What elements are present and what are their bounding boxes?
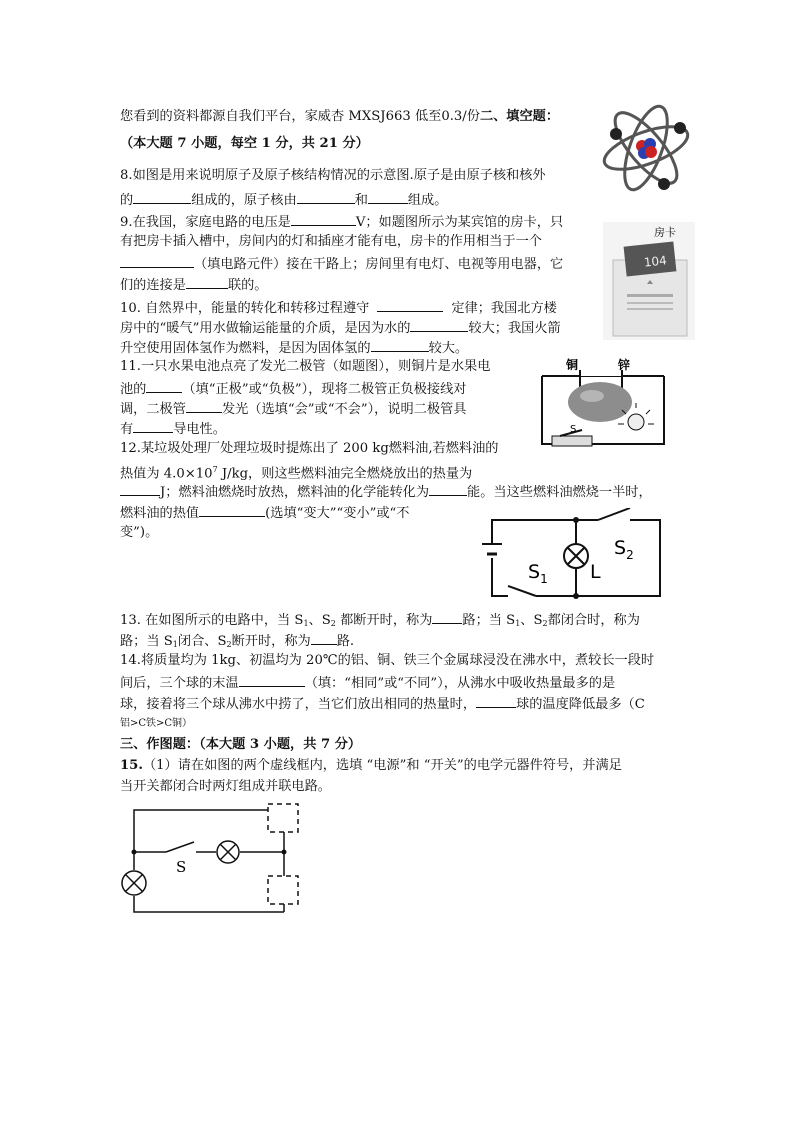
q13-line1: [120, 610, 640, 633]
q8-blank-1[interactable]: [133, 190, 191, 204]
q12-line4: [120, 503, 409, 523]
q9-line3: [120, 254, 563, 274]
q14-blank-1[interactable]: [239, 673, 305, 687]
zinc-label: 锌: [618, 358, 631, 372]
q13-text: 都闭合时，称为: [547, 613, 640, 628]
q8-text: 和: [354, 193, 368, 208]
q12-blank-2[interactable]: [429, 482, 467, 496]
section-note: （本大题 7 小题，每空 1 分，共 21 分）: [120, 136, 369, 151]
q10-line2: [120, 318, 561, 338]
q13-blank-1[interactable]: [432, 610, 462, 624]
q13-sub: 1: [172, 640, 178, 649]
fruit-battery-circuit: [538, 356, 670, 456]
q12-text: 热值为 4.0×10: [120, 466, 213, 482]
q15-line2: 当开关都闭合时两灯组成并联电路。: [120, 779, 331, 794]
q12-line2: [120, 461, 472, 483]
q12-text: 燃料油的热值: [120, 506, 200, 521]
section3-title: 三、作图题：（本大题 3 小题，共 7 分）: [120, 737, 362, 752]
room-card-photo: [603, 222, 695, 340]
s1-s2-lamp-circuit: [478, 508, 664, 604]
q13-sub: 1: [515, 619, 521, 628]
q13-text: 、S: [520, 613, 543, 628]
q9-line4: [120, 275, 268, 295]
q15-text: （1）请在如图的两个虚线框内，选填 “电源”和 “开关”的电学元器件符号，并满足: [142, 758, 622, 773]
q8-line1: 8.如图是用来说明原子及原子核结构情况的示意图.原子是由原子核和核外: [120, 168, 546, 183]
switch-circuit-figure: [478, 508, 664, 604]
q11-line3: [120, 399, 467, 419]
q11-blank-1[interactable]: [146, 379, 182, 393]
q9-text: （填电路元件）接在干路上；房间里有电灯、电视等用电器，它: [194, 257, 564, 272]
q10-text: 较大；我国火箭: [468, 321, 561, 336]
q9-text: V；如题图所示为某宾馆的房卡，只: [355, 215, 564, 230]
q14-line4: 铝>C铁>C铜）: [120, 718, 193, 729]
card-number: 104: [643, 253, 668, 270]
q12-text: J；燃料油燃烧时放热，燃料油的化学能转化为: [160, 485, 430, 500]
q12-line5: 变”)。: [120, 525, 159, 540]
q10-line3: [120, 338, 468, 358]
q11-line4: [120, 419, 226, 439]
q12-text: 能。当这些燃料油燃烧一半时，: [467, 485, 652, 500]
q13-text: 路.: [336, 634, 355, 649]
q9-text: 9.在我国，家庭电路的电压是: [120, 215, 291, 230]
atom-diagram: [598, 100, 694, 196]
q14-line2: [120, 673, 615, 693]
switch-s1-icon: [508, 586, 536, 596]
q13-text: 闭合、S: [177, 634, 227, 649]
s2-label: $S_2$: [614, 537, 634, 562]
switch-label: S: [570, 424, 577, 435]
q15-line1: [120, 757, 622, 775]
q9-blank-2[interactable]: [120, 254, 194, 268]
q11-text: 导电性。: [173, 422, 226, 437]
q10-blank-1[interactable]: [377, 298, 443, 312]
copper-label: 铜: [566, 358, 579, 372]
q12-text: J/kg，则这些燃料油完全燃烧放出的热量为: [217, 466, 473, 482]
q11-line1: 11.一只水果电池点亮了发光二极管（如题图），则铜片是水果电: [120, 359, 491, 374]
q13-text: 路；当 S: [462, 613, 516, 628]
dashed-box-top[interactable]: [268, 804, 298, 832]
q8-text: 组成。: [407, 193, 448, 208]
q8-blank-3[interactable]: [368, 190, 408, 204]
card-label: 房卡: [654, 226, 676, 239]
q9-blank-1[interactable]: [291, 212, 356, 226]
q13-blank-2[interactable]: [311, 631, 337, 645]
q14-blank-2[interactable]: [476, 694, 516, 708]
q11-blank-2[interactable]: [186, 399, 222, 413]
q12-blank-1[interactable]: [120, 482, 160, 496]
q14-text: 球的温度降低最多（C: [516, 697, 645, 712]
q12-line1: 12.某垃圾处理厂处理垃圾时提炼出了 200 kg燃料油,若燃料油的: [120, 441, 499, 456]
q11-line2: [120, 379, 467, 399]
q9-blank-3[interactable]: [186, 275, 228, 289]
q15-number: 15.: [120, 758, 143, 773]
q9-line1: [120, 212, 563, 232]
switch-s2-icon: [598, 508, 630, 520]
q13-text: 断开时，称为: [231, 634, 311, 649]
q13-sub: 2: [226, 640, 232, 649]
q8-line2: [120, 190, 447, 210]
q14-text: 球，接着将三个球从沸水中捞了，当它们放出相同的热量时，: [120, 697, 477, 712]
q9-text: 们的连接是: [120, 278, 186, 293]
q11-text: 调，二极管: [120, 402, 186, 417]
parallel-circuit-diagram: [120, 800, 310, 918]
switch-s-label: S: [176, 858, 187, 876]
atom-figure: [598, 100, 694, 196]
q11-text: 池的: [120, 382, 147, 397]
q11-text: 发光（选填“会”或“不会”），说明二极管具: [221, 402, 467, 417]
q8-text: 组成的，原子核由: [191, 193, 297, 208]
q13-text: 、S: [308, 613, 331, 628]
q9-line2: 有把房卡插入槽中，房间内的灯和插座才能有电，房卡的作用相当于一个: [120, 234, 542, 249]
q8-blank-2[interactable]: [297, 190, 355, 204]
lemon-icon: [568, 382, 632, 422]
q13-line2: [120, 631, 354, 654]
room-card-figure: [603, 222, 695, 340]
q12-blank-3[interactable]: [199, 503, 265, 517]
q13-text: 都断开时，称为: [335, 613, 433, 628]
q12-exponent: 7: [212, 465, 218, 474]
switch-s-icon: [166, 842, 194, 852]
q8-text: 的: [120, 193, 134, 208]
q10-text: 定律；我国北方楼: [451, 301, 557, 316]
dashed-box-bottom[interactable]: [268, 876, 298, 904]
q13-sub: 2: [542, 619, 548, 628]
q11-text: （填“正极”或“负极”），现将二极管正负极接线对: [182, 382, 467, 397]
q13-text: 路；当 S: [120, 634, 173, 649]
q14-text: 间后，三个球的末温: [120, 676, 239, 691]
led-icon: [628, 414, 644, 430]
q10-text: 较大。: [428, 341, 469, 356]
q14-line3: [120, 694, 645, 714]
q10-text: 房中的“暖气”用水做输运能量的介质，是因为水的: [120, 321, 411, 336]
q14-line1: 14.将质量均为 1kg、初温均为 20℃的铝、铜、铁三个金属球浸没在沸水中，煮较长一段时: [120, 653, 655, 668]
q10-line1: [120, 298, 557, 318]
q12-line3: [120, 482, 652, 502]
q13-sub: 2: [330, 619, 336, 628]
q14-text: （填：“相同”或“不同”），从沸水中吸收热量最多的是: [304, 676, 616, 691]
l-label: L: [590, 561, 601, 583]
header-line: [120, 108, 559, 126]
q10-blank-2[interactable]: [410, 318, 468, 332]
q10-text: 10. 自然界中，能量的转化和转移过程遵守: [120, 301, 370, 316]
q12-text: (选填“变大”“变小”或“不: [265, 506, 410, 521]
q9-text: 联的。: [227, 278, 268, 293]
section-title: 二、填空题：: [479, 109, 560, 124]
q10-blank-3[interactable]: [371, 338, 429, 352]
q10-text: 升空使用固体氢作为燃料，是因为固体氢的: [120, 341, 371, 356]
q13-sub: 1: [303, 619, 309, 628]
s1-label: $S_1$: [528, 561, 548, 586]
parallel-circuit-figure: [120, 800, 310, 918]
q11-blank-3[interactable]: [133, 419, 173, 433]
q11-text: 有: [120, 422, 134, 437]
fruit-battery-figure: [538, 356, 670, 456]
q13-text: 13. 在如图所示的电路中，当 S: [120, 613, 304, 628]
ad-text: 您看到的资料都源自我们平台，家威杏 MXSJ663 低至0.3/份: [120, 109, 480, 124]
